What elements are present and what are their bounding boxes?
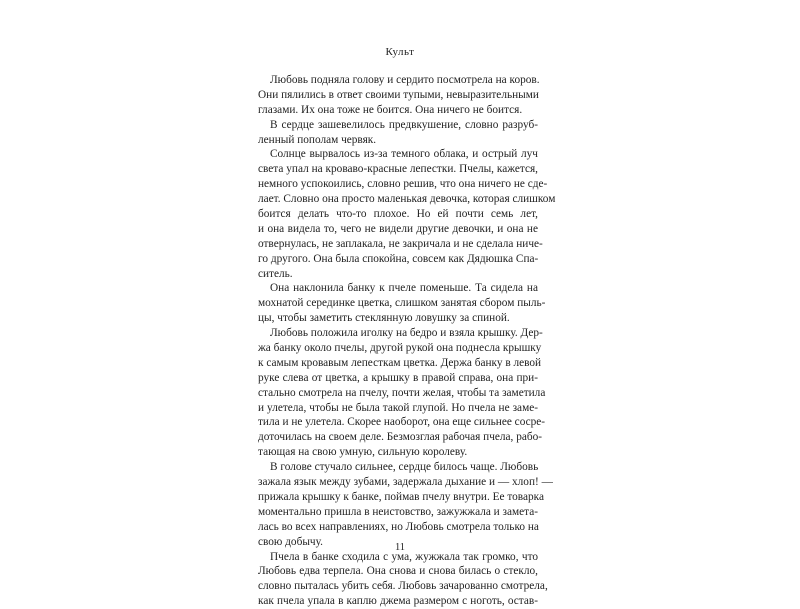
text-line: зажала язык между зубами, задержала дыхание и — хлоп! — bbox=[258, 476, 553, 489]
text-line: тила и не улетела. Скорее наоборот, она еще сильнее сосре- bbox=[258, 416, 546, 429]
text-line: и она видела то, чего не видели другие девочки, и она не bbox=[258, 222, 538, 235]
text-line: глазами. Их она тоже не боится. Она ничего не боится. bbox=[258, 103, 523, 116]
text-line: го другого. Она была спокойна, совсем как Дядюшка Спа- bbox=[258, 252, 539, 265]
text-line: Любовь подняла голову и сердито посмотрела на коров. bbox=[270, 74, 540, 86]
text-line: ленный пополам червяк. bbox=[258, 133, 377, 146]
text-line: В сердце зашевелилось предвкушение, словно разруб- bbox=[270, 118, 538, 131]
text-line: лает. Словно она просто маленькая девочка, которая слишком bbox=[258, 193, 556, 206]
body-text bbox=[258, 73, 556, 609]
text-line: цы, чтобы заметить стеклянную ловушку за спиной. bbox=[258, 312, 510, 325]
text-line: доточилась на своем деле. Безмозглая рабочая пчела, рабо- bbox=[258, 431, 543, 444]
text-line: прижала крышку к банке, поймав пчелу внутри. Ее товарка bbox=[258, 490, 544, 503]
text-line: как пчела упала в каплю джема размером с ноготь, остав- bbox=[258, 595, 538, 608]
text-line: Любовь едва терпела. Она снова и снова билась о стекло, bbox=[258, 565, 538, 578]
text-line: мохнатой серединке цветка, слишком занятая сбором пыль- bbox=[258, 297, 546, 310]
text-line: В голове стучало сильнее, сердце билось чаще. Любовь bbox=[270, 461, 539, 474]
text-line: моментально пришла в неистовство, зажужжала и замета- bbox=[258, 505, 539, 518]
text-line: отвернулась, не заплакала, не закричала и не сделала ниче- bbox=[258, 237, 543, 250]
text-line: руке слева от цветка, а крышку в правой справа, она при- bbox=[258, 371, 538, 384]
text-line: немного успокоились, словно решив, что она ничего не сде- bbox=[258, 178, 548, 191]
text-line: стально смотрела на пчелу, почти желая, чтобы та заметила bbox=[258, 386, 546, 399]
text-line: тающая на свою умную, сильную королеву. bbox=[258, 446, 468, 459]
text-line: свою добычу. bbox=[258, 535, 323, 548]
text-line: ситель. bbox=[258, 267, 293, 280]
text-line: Она наклонила банку к пчеле поменьше. Та сидела на bbox=[270, 282, 538, 295]
text-line: Они пялились в ответ своими тупыми, невыразительными bbox=[258, 88, 539, 101]
text-line: боится делать что-то плохое. Но ей почти семь лет, bbox=[258, 208, 538, 221]
text-line: Любовь положила иголку на бедро и взяла крышку. Дер- bbox=[270, 327, 543, 340]
text-line: Пчела в банке сходила с ума, жужжала так громко, что bbox=[270, 550, 538, 563]
running-head: Культ bbox=[385, 46, 415, 58]
text-line: света упал на кроваво-красные лепестки. Пчелы, кажется, bbox=[258, 163, 538, 176]
page-number: 11 bbox=[394, 542, 406, 553]
text-line: лась во всех направлениях, но Любовь смотрела только на bbox=[258, 520, 539, 533]
text-line: словно пыталась убить себя. Любовь зачарованно смотрела, bbox=[258, 580, 548, 593]
text-line: к самым кровавым лепесткам цветка. Держа банку в левой bbox=[258, 356, 542, 369]
text-line: и улетела, чтобы не была такой глупой. Но пчела не заме- bbox=[258, 401, 538, 414]
text-line: Солнце вырвалось из-за темного облака, и острый луч bbox=[270, 148, 538, 161]
text-line: жа банку около пчелы, другой рукой она поднесла крышку bbox=[258, 342, 542, 355]
